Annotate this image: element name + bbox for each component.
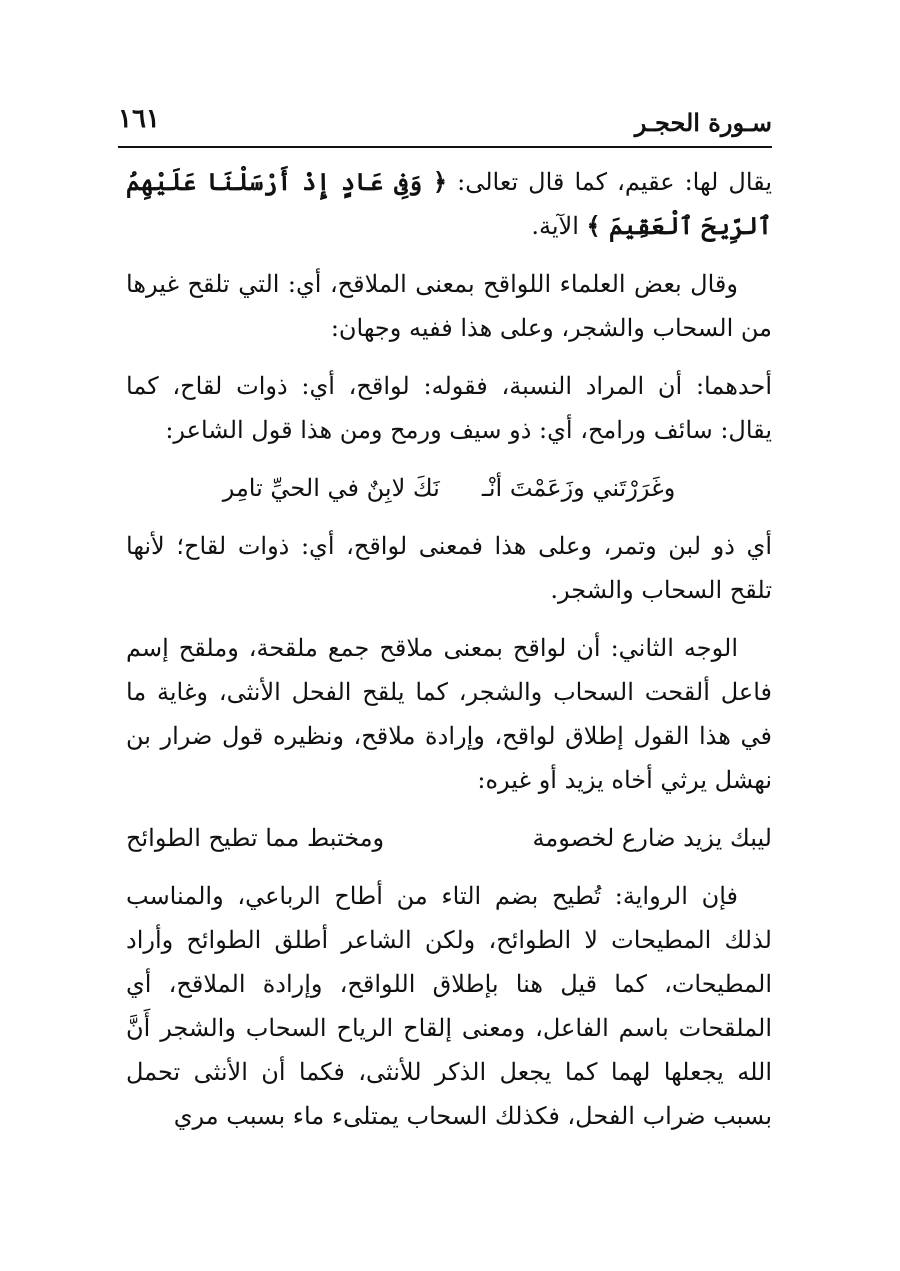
poem-1-second-hemistich: نَكَ لابِنٌ في الحيِّ تامِر bbox=[222, 474, 440, 502]
paragraph-5: الوجه الثاني: أن لواقح بمعنى ملاقح جمع ملقحة، وملقح إسم فاعل ألقحت السحاب والشجر، كما يلقح الفحل الأنثى، وغاية ما في هذا القول إطلاق لواقح، وإرادة ملاقح، ونظيره قول ضرار بن نهشل يرثي أخاه يزيد أو غيره: bbox=[126, 634, 772, 794]
quran-verse: ﴿ وَفِى عَادٍ إِذْ أَرْسَلْنَا عَلَيْهِمُ ٱلرِّيحَ ٱلْعَقِيمَ ﴾ bbox=[126, 167, 772, 240]
paragraph-3: أحدهما: أن المراد النسبة، فقوله: لواقح، أي: ذوات لقاح، كما يقال: سائف ورامح، أي: ذو سيف ورمح ومن هذا قول الشاعر: bbox=[126, 372, 772, 444]
surah-title: سـورة الحجـر bbox=[634, 108, 772, 137]
poem-1-first-hemistich: وغَرَرْتَني وزَعَمْتَ أنْـ bbox=[481, 474, 676, 502]
paragraph-1-tail: الآية. bbox=[531, 212, 579, 240]
paragraph-2: وقال بعض العلماء اللواقح بمعنى الملاقح، أي: التي تلقح غيرها من السحاب والشجر، وعلى هذا ففيه وجهان: bbox=[126, 270, 772, 342]
paragraph-1 bbox=[126, 160, 772, 248]
poem-2-second-hemistich: ومختبط مما تطيح الطوائح bbox=[126, 824, 385, 852]
page-header bbox=[118, 100, 772, 148]
poem-verse-1 bbox=[126, 466, 772, 510]
paragraph-1-text: يقال لها: عقيم، كما قال تعالى: bbox=[457, 168, 772, 196]
paragraph-6: فإن الرواية: تُطيح بضم التاء من أطاح الرباعي، والمناسب لذلك المطيحات لا الطوائح، ولكن الشاعر أطلق الطوائح وأراد المطيحات، كما قيل هنا بإطلاق اللواقح، وإرادة الملاقح، أي الملقحات باسم الفاعل، ومعنى إلقاح الرياح السحاب والشجر أَنَّ الله يجعلها لهما كما يجعل الذكر للأنثى، فكما أن الأنثى تحمل بسبب ضراب الفحل، فكذلك السحاب يمتلىء ماء بسبب مري bbox=[126, 882, 772, 1130]
poem-verse-2 bbox=[126, 816, 772, 860]
page-number: ١٦١ bbox=[118, 104, 160, 134]
poem-2-first-hemistich: ليبك يزيد ضارع لخصومة bbox=[532, 824, 772, 852]
page-body bbox=[126, 160, 772, 1152]
paragraph-4: أي ذو لبن وتمر، وعلى هذا فمعنى لواقح، أي: ذوات لقاح؛ لأنها تلقح السحاب والشجر. bbox=[126, 532, 772, 604]
